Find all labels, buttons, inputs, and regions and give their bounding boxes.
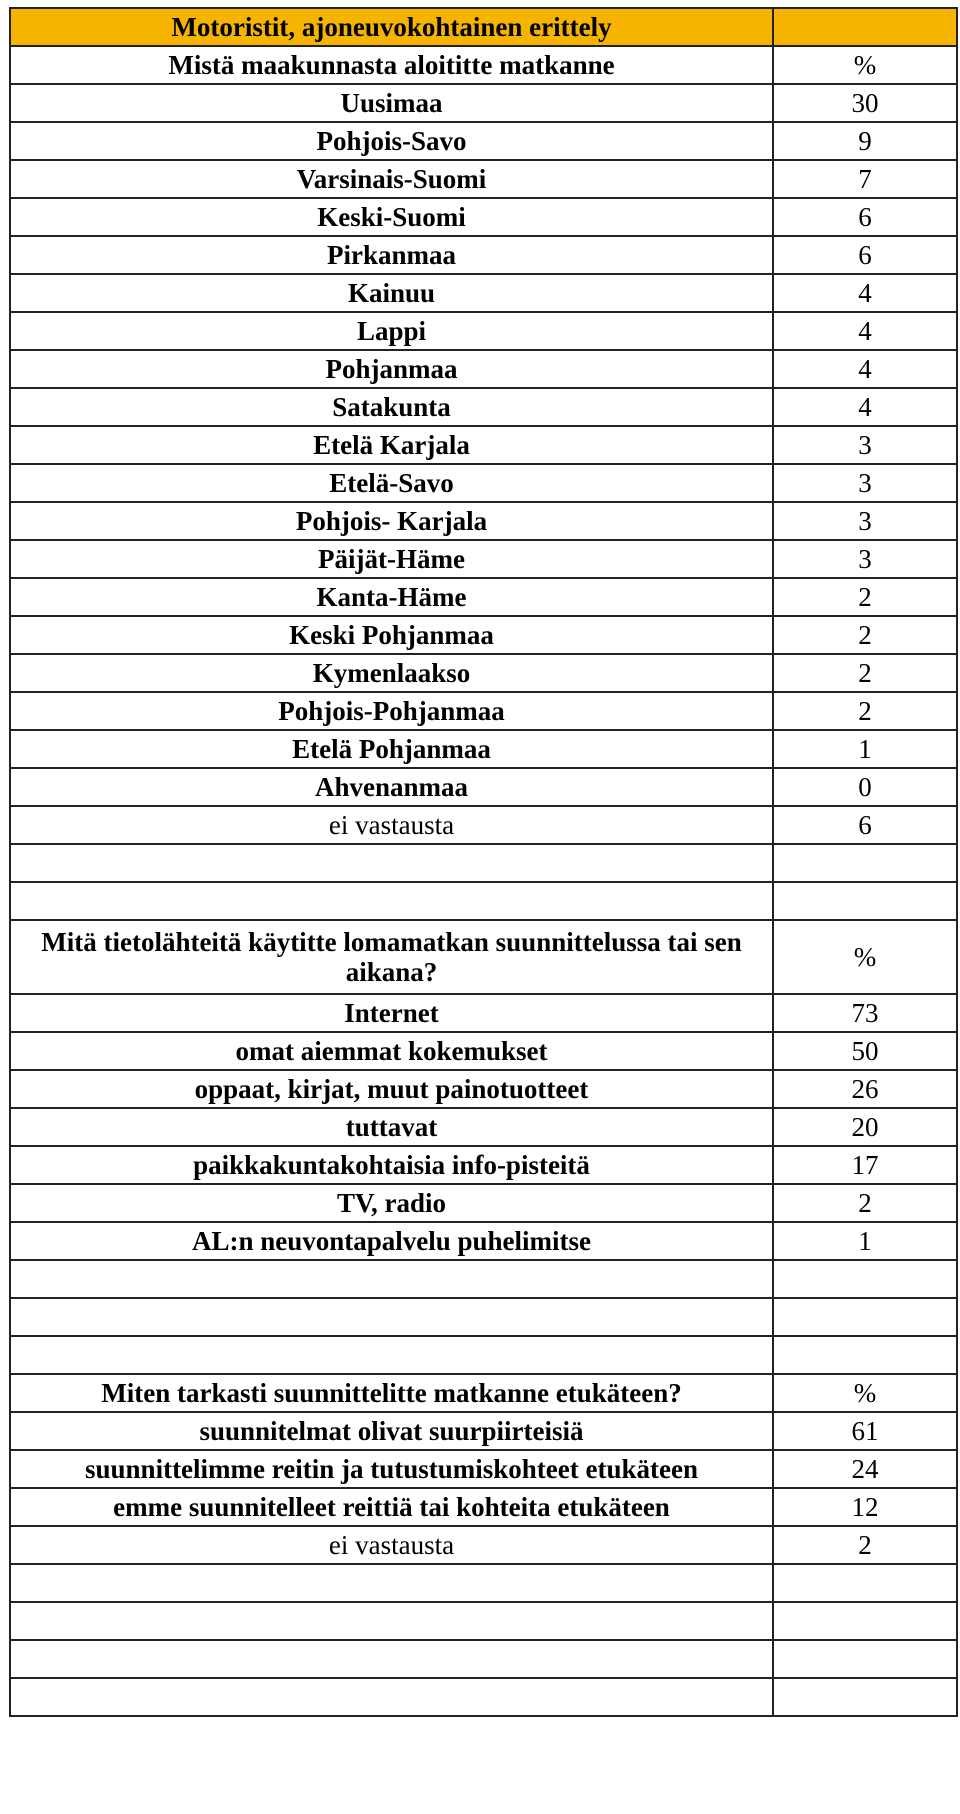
section2-unit: % — [773, 920, 957, 994]
row-label: Etelä-Savo — [10, 464, 773, 502]
row-value: 6 — [773, 198, 957, 236]
section1-question: Mistä maakunnasta aloititte matkanne — [10, 46, 773, 84]
table-row — [10, 502, 957, 540]
row-label: Kymenlaakso — [10, 654, 773, 692]
row-label: Pohjanmaa — [10, 350, 773, 388]
empty-row — [10, 844, 957, 882]
row-value: 1 — [773, 1222, 957, 1260]
row-label: Pohjois-Pohjanmaa — [10, 692, 773, 730]
row-value: 4 — [773, 388, 957, 426]
row-label: Ahvenanmaa — [10, 768, 773, 806]
row-value: 61 — [773, 1412, 957, 1450]
table-row — [10, 160, 957, 198]
row-label: TV, radio — [10, 1184, 773, 1222]
table-row — [10, 312, 957, 350]
row-value: 3 — [773, 464, 957, 502]
table-row — [10, 464, 957, 502]
table-row — [10, 616, 957, 654]
table-row — [10, 1450, 957, 1488]
row-value: 30 — [773, 84, 957, 122]
row-value: 4 — [773, 350, 957, 388]
table-row — [10, 540, 957, 578]
row-value: 2 — [773, 654, 957, 692]
table-row — [10, 1146, 957, 1184]
row-value: 2 — [773, 1526, 957, 1564]
empty-row — [10, 1564, 957, 1602]
survey-table-body — [10, 8, 957, 1716]
row-label: paikkakuntakohtaisia info-pisteitä — [10, 1146, 773, 1184]
empty-row — [10, 882, 957, 920]
table-row — [10, 198, 957, 236]
row-label: Etelä Pohjanmaa — [10, 730, 773, 768]
row-label: emme suunnitelleet reittiä tai kohteita etukäteen — [10, 1488, 773, 1526]
row-label: Uusimaa — [10, 84, 773, 122]
section3-unit: % — [773, 1374, 957, 1412]
row-label: omat aiemmat kokemukset — [10, 1032, 773, 1070]
row-value: 50 — [773, 1032, 957, 1070]
row-label: Keski Pohjanmaa — [10, 616, 773, 654]
row-value: 3 — [773, 502, 957, 540]
table-row — [10, 578, 957, 616]
empty-row — [10, 1336, 957, 1374]
row-value: 4 — [773, 274, 957, 312]
row-label: Etelä Karjala — [10, 426, 773, 464]
row-label: Kainuu — [10, 274, 773, 312]
table-row — [10, 994, 957, 1032]
row-label: tuttavat — [10, 1108, 773, 1146]
survey-table — [9, 7, 958, 1717]
section3-question: Miten tarkasti suunnittelitte matkanne etukäteen? — [10, 1374, 773, 1412]
table-row — [10, 274, 957, 312]
row-value: 6 — [773, 806, 957, 844]
row-value: 17 — [773, 1146, 957, 1184]
table-row — [10, 1184, 957, 1222]
section2-header-row — [10, 920, 957, 994]
row-value: 24 — [773, 1450, 957, 1488]
table-row — [10, 388, 957, 426]
row-label: ei vastausta — [10, 806, 773, 844]
table-row — [10, 1488, 957, 1526]
row-label: Keski-Suomi — [10, 198, 773, 236]
row-label: Internet — [10, 994, 773, 1032]
row-value: 3 — [773, 426, 957, 464]
row-value: 3 — [773, 540, 957, 578]
row-label: Kanta-Häme — [10, 578, 773, 616]
row-value: 2 — [773, 692, 957, 730]
table-title: Motoristit, ajoneuvokohtainen erittely — [10, 8, 773, 46]
table-row — [10, 654, 957, 692]
row-value: 2 — [773, 616, 957, 654]
row-label: suunnittelimme reitin ja tutustumiskohteet etukäteen — [10, 1450, 773, 1488]
table-row — [10, 768, 957, 806]
row-value: 6 — [773, 236, 957, 274]
table-row — [10, 236, 957, 274]
row-value: 2 — [773, 578, 957, 616]
row-label: oppaat, kirjat, muut painotuotteet — [10, 1070, 773, 1108]
row-value: 0 — [773, 768, 957, 806]
table-row — [10, 122, 957, 160]
table-row — [10, 692, 957, 730]
row-value: 2 — [773, 1184, 957, 1222]
empty-row — [10, 1602, 957, 1640]
table-row — [10, 806, 957, 844]
row-value: 1 — [773, 730, 957, 768]
row-label: Lappi — [10, 312, 773, 350]
empty-row — [10, 1298, 957, 1336]
row-label: Pohjois- Karjala — [10, 502, 773, 540]
row-label: Pirkanmaa — [10, 236, 773, 274]
table-row — [10, 730, 957, 768]
table-row — [10, 1412, 957, 1450]
table-row — [10, 1070, 957, 1108]
table-row — [10, 1526, 957, 1564]
table-row — [10, 1032, 957, 1070]
table-row — [10, 426, 957, 464]
row-label: ei vastausta — [10, 1526, 773, 1564]
table-title-row — [10, 8, 957, 46]
row-value: 12 — [773, 1488, 957, 1526]
row-label: Pohjois-Savo — [10, 122, 773, 160]
row-value: 20 — [773, 1108, 957, 1146]
section3-header-row — [10, 1374, 957, 1412]
section1-unit: % — [773, 46, 957, 84]
section1-header-row — [10, 46, 957, 84]
row-label: suunnitelmat olivat suurpiirteisiä — [10, 1412, 773, 1450]
table-title-empty-cell — [773, 8, 957, 46]
empty-row — [10, 1260, 957, 1298]
row-value: 7 — [773, 160, 957, 198]
table-row — [10, 84, 957, 122]
table-row — [10, 350, 957, 388]
table-row — [10, 1108, 957, 1146]
row-value: 9 — [773, 122, 957, 160]
empty-row — [10, 1678, 957, 1716]
section2-question: Mitä tietolähteitä käytitte lomamatkan suunnittelussa tai sen aikana? — [10, 920, 773, 994]
row-value: 26 — [773, 1070, 957, 1108]
empty-row — [10, 1640, 957, 1678]
row-value: 73 — [773, 994, 957, 1032]
row-label: Päijät-Häme — [10, 540, 773, 578]
row-label: Satakunta — [10, 388, 773, 426]
row-label: AL:n neuvontapalvelu puhelimitse — [10, 1222, 773, 1260]
table-row — [10, 1222, 957, 1260]
row-value: 4 — [773, 312, 957, 350]
row-label: Varsinais-Suomi — [10, 160, 773, 198]
